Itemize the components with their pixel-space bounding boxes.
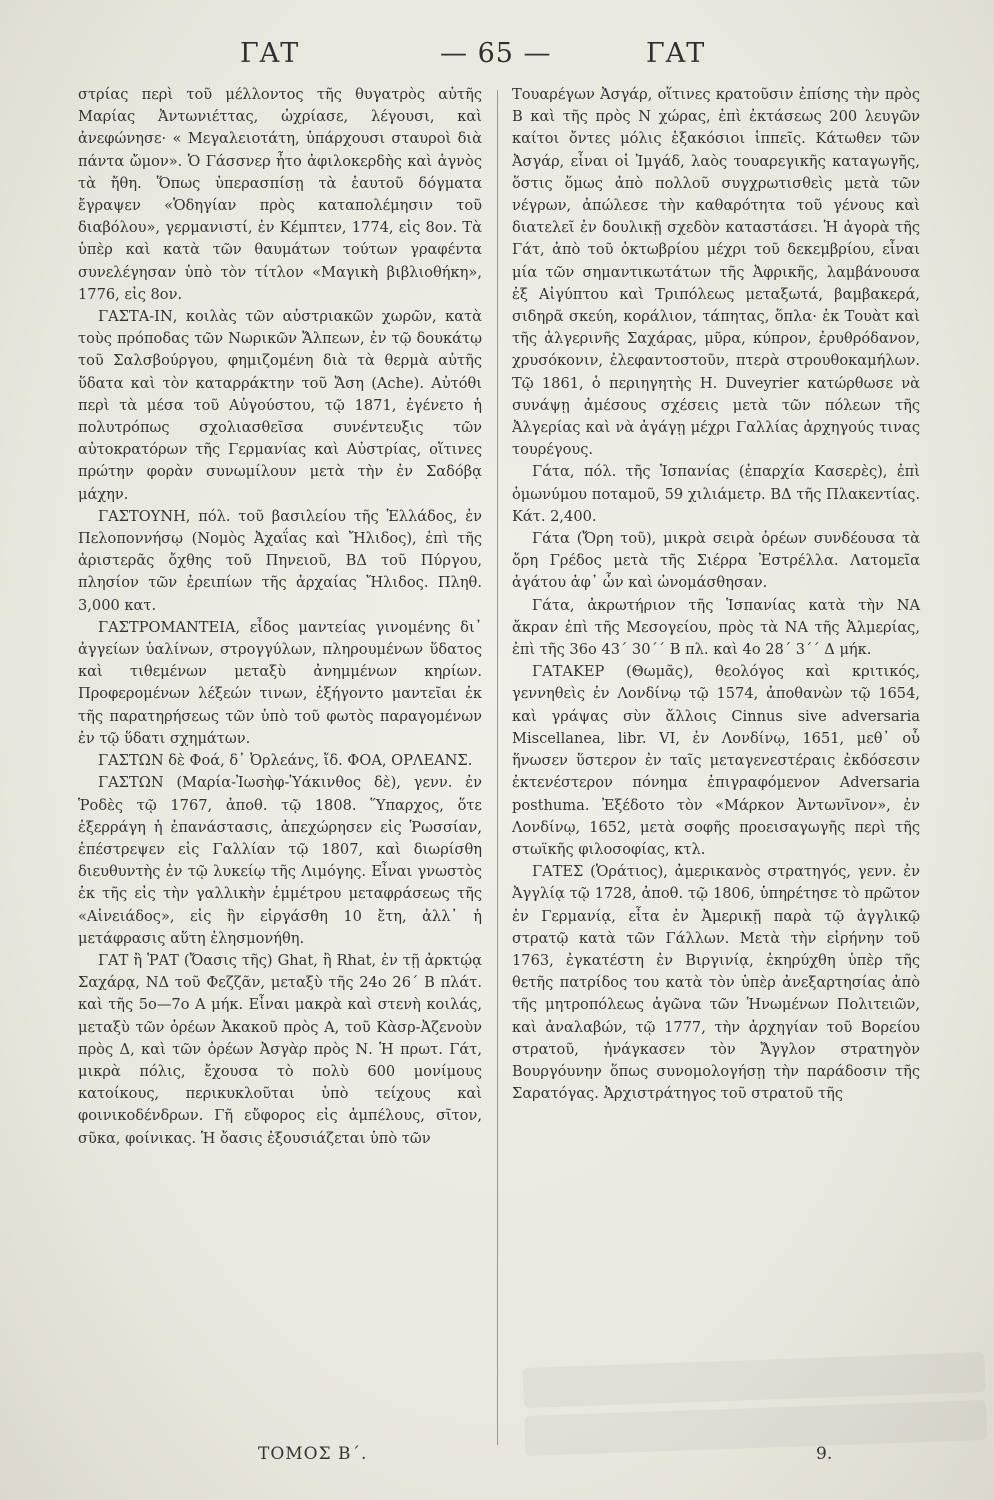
entry-gata-mountains: Γάτα (Ὄρη τοῦ), μικρὰ σειρὰ ὀρέων συνδέουσα τὰ ὄρη Γρέδος μετὰ τῆς Σιέρρα Ἐστρέλλα. Λατομεῖα ἀγάτου ἀφ᾽ ὧν καὶ ὠνομάσθησαν. bbox=[512, 530, 920, 592]
running-header bbox=[0, 38, 994, 78]
header-left-guideword: ΓΑΤ bbox=[240, 38, 300, 69]
volume-footer: ΤΟΜΟΣ Β΄. bbox=[258, 1444, 368, 1464]
entry-ghat: ΓΑΤ ἢ ῬΑΤ (Ὄασις τῆς) Ghat, ἢ Rhat, ἐν τῇ ἀρκτῴᾳ Σαχάρᾳ, ΝΔ τοῦ Φεζζᾶν, μεταξὺ τῆς 24ο 26΄ Β πλάτ. καὶ τῆς 5ο—7ο Α μήκ. Εἶναι μακρὰ καὶ στενὴ κοιλάς, μεταξὺ τῶν ὀρέων Ἀκακοῦ πρὸς Α, τοῦ Κὰσρ-Ἀζενοὺν πρὸς Δ, καὶ τῶν ὀρέων Ἀσγὰρ πρὸς Ν. Ἡ πρωτ. Γάτ, μικρὰ πόλις, ἔχουσα τὸ πολὺ 600 μονίμους κατοίκους, περικυκλοῦται ὑπὸ τείχους καὶ φοινικοδένδρων. Γῆ εὔφορος εἰς ἀμπέλους, σῖτον, σῦκα, φοίνικας. Ἡ ὄασις ἐξουσιάζεται ὑπὸ τῶν bbox=[78, 951, 482, 1147]
entry-gaston-cross-reference: ΓΑΣΤΩΝ δὲ Φοά, δ᾽ Ὀρλεάνς, ἴδ. ΦΟΑ, ΟΡΛΕΑΝΣ. bbox=[98, 752, 473, 770]
entry-gastouni: ΓΑΣΤΟΥΝΗ, πόλ. τοῦ βασιλείου τῆς Ἑλλάδος, ἐν Πελοποννήσῳ (Νομὸς Ἀχαΐας καὶ Ἤλιδος), ἐπὶ τῆς ἀριστερᾶς ὄχθης τοῦ Πηνειοῦ, ΒΔ τοῦ Πύργου, πλησίον τῶν ἐρειπίων τῆς ἀρχαίας Ἤλιδος. Πληθ. 3,000 κατ. bbox=[78, 507, 482, 614]
left-column bbox=[78, 84, 482, 1150]
entry-gastein: ΓΑΣΤΑ-ΙΝ, κοιλὰς τῶν αὐστριακῶν χωρῶν, κατὰ τοὺς πρόποδας τῶν Νωρικῶν Ἄλπεων, ἐν τῷ δουκάτῳ τοῦ Σαλσβούργου, φημιζομένη διὰ τὰ θερμὰ αὐτῆς ὕδατα καὶ τὸν καταρράκτην τοῦ Ἄση (Ache). Αὐτόθι περὶ τὰ μέσα τοῦ Αὐγούστου, τῷ 1871, ἐγένετο ἡ πολυτρόπως σχολιασθεῖσα συνέντευξις τῶν αὐτοκρατόρων τῆς Γερμανίας καὶ Αὐστρίας, οἵτινες πρώτην φορὰν συνωμίλουν μετὰ τὴν ἐν Σαδόβᾳ μάχην. bbox=[78, 308, 482, 503]
header-right-guideword: ΓΑΤ bbox=[646, 38, 706, 69]
entry-gassner-continuation: στρίας περὶ τοῦ μέλλοντος τῆς θυγατρὸς αὐτῆς Μαρίας Ἀντωνιέττας, ὠχρίασε, λέγουσι, καὶ ἀνεφώνησε· « Μεγαλειοτάτη, ὑπάρχουσι σταυροὶ διὰ πάντα ὤμον». Ὁ Γάσσνερ ἦτο ἀφιλοκερδὴς καὶ ἁγνὸς τὰ ἤθη. Ὅπως ὑπερασπίσῃ τὰ ἑαυτοῦ δόγματα ἔγραψεν «Ὁδηγίαν πρὸς καταπολέμησιν τοῦ διαβόλου», γερμανιστί, ἐν Κέμπτεν, 1774, εἰς 8ον. Τὰ ὑπὲρ καὶ κατὰ τῶν θαυμάτων τούτων γραφέντα συνελέγησαν ὑπὸ τὸν τίτλον «Μαγικὴ βιβλιοθήκη», 1776, εἰς 8ον. bbox=[78, 86, 482, 303]
watermark-shape bbox=[518, 1342, 992, 1468]
right-column bbox=[512, 84, 920, 1105]
entry-gataker: ΓΑΤΑΚΕΡ (Θωμᾶς), θεολόγος καὶ κριτικός, γεννηθεὶς ἐν Λονδίνῳ τῷ 1574, ἀποθανὼν τῷ 1654, καὶ γράψας σὺν ἄλλοις Cinnus sive adversaria Miscellanea, libr. VI, ἐν Λονδίνῳ, 1651, μεθ᾽ οὗ ἥνωσεν ὕστερον ἐν ταῖς μεταγενεστέραις ἐκδόσεσιν ἐκτενέστερον πόνημα ἐπιγραφόμενον Adversaria posthuma. Ἐξέδοτο τὸν «Μάρκον Ἀντωνῖνον», ἐν Λονδίνῳ, 1652, μετὰ σοφῆς προεισαγωγῆς περὶ τῆς στωϊκῆς φιλοσοφίας, κτλ. bbox=[512, 663, 920, 858]
entry-ghat-continuation: Τουαρέγων Ἀσγάρ, οἵτινες κρατοῦσιν ἐπίσης τὴν πρὸς Β καὶ τῆς πρὸς Ν χώρας, ἐπὶ ἐκτάσεως 200 λευγῶν καίτοι ὄντες μόλις ἑξακόσιοι ἱππεῖς. Κάτωθεν τῶν Ἀσγάρ, εἶναι οἱ Ἰμγάδ, λαὸς τουαρεγικῆς καταγωγῆς, ὅστις ὅμως ἀπὸ πολλοῦ συγχρωτισθεὶς μετὰ τῶν νέγρων, ἀπώλεσε τὴν καθαρότητα τοῦ γένους καὶ διατελεῖ ἐν δουλικῇ σχεδὸν καταστάσει. Ἡ ἀγορὰ τῆς Γάτ, ἀπὸ τοῦ ὀκτωβρίου μέχρι τοῦ δεκεμβρίου, εἶναι μία τῶν σημαντικωτάτων τῆς Ἀφρικῆς, λαμβάνουσα ἐξ Αἰγύπτου καὶ Τριπόλεως μεταξωτά, βαμβακερά, σιδηρᾶ σκεύη, κοράλιον, τάπητας, ὅπλα· ἐκ Τουὰτ καὶ τῆς ἀλγερινῆς Σαχάρας, μῦρα, κύπρον, ἐρυθρόδανον, χρυσόκονιν, ἐλεφαντοστοῦν, πτερὰ στρουθοκαμήλων. Τῷ 1861, ὁ περιηγητὴς Η. Duveyrier κατώρθωσε νὰ συνάψῃ ἀμέσους σχέσεις μετὰ τῶν πόλεων τῆς Ἀλγερίας καὶ νὰ ἀγάγῃ μέχρι Γαλλίας ἀρχηγούς τινας τουρέγους. bbox=[512, 86, 920, 459]
entry-gata-cape: Γάτα, ἀκρωτήριον τῆς Ἱσπανίας κατὰ τὴν ΝΑ ἄκραν ἐπὶ τῆς Μεσογείου, πρὸς τὰ ΝΑ τῆς Ἀλμερίας, ἐπὶ τῆς 36ο 43΄ 30΄΄ Β πλ. καὶ 4ο 28΄ 3΄΄ Δ μήκ. bbox=[512, 596, 920, 659]
library-watermark-stamp bbox=[518, 1342, 992, 1468]
signature-mark: 9. bbox=[816, 1444, 833, 1464]
entry-gates: ΓΑΤΕΣ (Ὁράτιος), ἀμερικανὸς στρατηγός, γενν. ἐν Ἀγγλίᾳ τῷ 1728, ἀποθ. τῷ 1806, ὑπηρέτησε τὸ πρῶτον ἐν Γερμανίᾳ, εἶτα ἐν Ἀμερικῇ παρὰ τῷ ἀγγλικῷ στρατῷ κατὰ τῶν Γάλλων. Μετὰ τὴν εἰρήνην τοῦ 1763, ἐγκατέστη ἐν Βιργινίᾳ, ἐκηρύχθη ὑπὲρ τῆς θετῆς πατρίδος του κατὰ τὸν ὑπὲρ ἀνεξαρτησίας ἀπὸ τῆς μητροπόλεως ἀγῶνα τῶν Ἡνωμένων Πολιτειῶν, καὶ ἀναλαβών, τῷ 1777, τὴν ἀρχηγίαν τοῦ Βορείου στρατοῦ, ἠνάγκασεν τὸν Ἄγγλον στρατηγὸν Βουργόυνην ὅπως συνομολογήσῃ τὴν παράδοσιν τῆς Σαρατόγας. Ἀρχιστράτηγος τοῦ στρατοῦ τῆς bbox=[512, 863, 920, 1103]
page-number: — 65 — bbox=[440, 38, 552, 69]
entry-gastromanteia: ΓΑΣΤΡΟΜΑΝΤΕΙΑ, εἶδος μαντείας γινομένης δι᾽ ἀγγείων ὑαλίνων, στρογγύλων, πληρουμένων ὕδατος καὶ τιθεμένων μεταξὺ ἀνημμένων κηρίων. Προφερομένων λέξεών τινων, ἐξήγοντο μαντεῖαι ἐκ τῆς παρατηρήσεως τῶν ὑπὸ τοῦ φωτὸς παραγομένων ἐν τῷ ὕδατι σχημάτων. bbox=[78, 618, 482, 747]
column-divider bbox=[497, 90, 498, 1445]
entry-gata-town: Γάτα, πόλ. τῆς Ἱσπανίας (ἐπαρχία Κασερὲς), ἐπὶ ὁμωνύμου ποταμοῦ, 59 χιλιάμετρ. ΒΔ τῆς Πλακεντίας. Κάτ. 2,400. bbox=[512, 463, 920, 525]
entry-gaston: ΓΑΣΤΩΝ (Μαρία-Ἰωσὴφ-Ὑάκινθος δὲ), γενν. ἐν Ῥοδὲς τῷ 1767, ἀποθ. τῷ 1808. Ὕπαρχος, ὅτε ἐξερράγη ἡ ἐπανάστασις, ἀπεχώρησεν εἰς Ῥωσσίαν, ἐπέστρεψεν εἰς Γαλλίαν τῷ 1807, καὶ διωρίσθη διευθυντὴς ἐν τῷ λυκείῳ τῆς Λιμόγης. Εἶναι γνωστὸς ἐκ τῆς εἰς τὴν γαλλικὴν ἐμμέτρου μεταφράσεως τῆς «Αἰνειάδος», εἰς ἣν εἰργάσθη 10 ἔτη, ἀλλ᾽ ἡ μετάφρασις αὕτη ἐλησμονήθη. bbox=[78, 774, 482, 947]
